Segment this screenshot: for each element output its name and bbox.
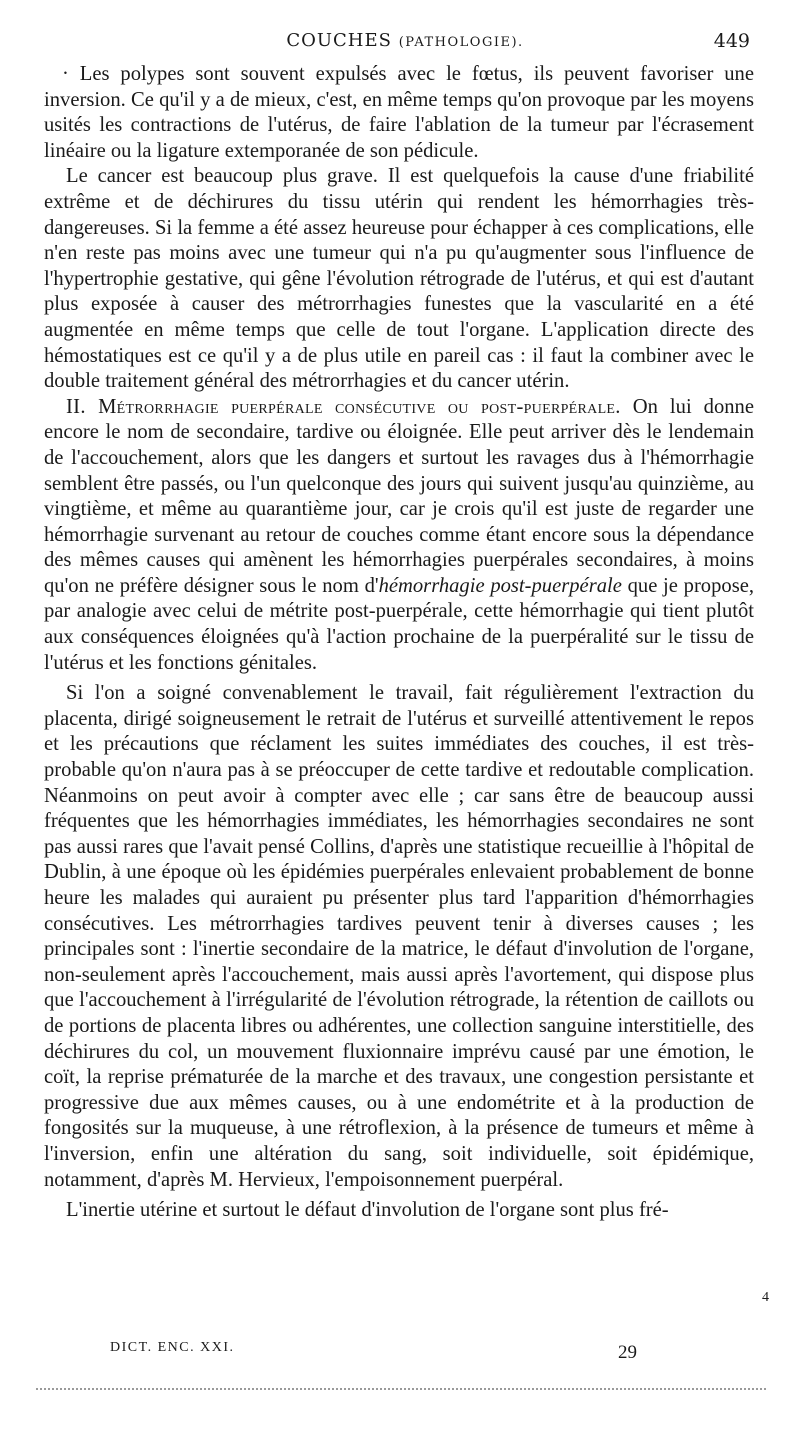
paragraph-text-part2: que je propose, par analogie avec celui de métrite post-puerpérale, cette hémorrhagie qui tient plutôt aux conséquences éloignées qu'à l'action prochaine de la puerpéralité sur le tissu de l'utérus et les fonctions génitales.: [44, 574, 754, 674]
page-footer: [110, 1340, 710, 1370]
bottom-dotted-rule: [36, 1388, 766, 1394]
body-text: [44, 62, 754, 1224]
paragraph-inertie: L'inertie utérine et surtout le défaut d'involution de l'organe sont plus fré-: [66, 1199, 669, 1222]
paragraph-metrorrhagie-consecutive: [44, 395, 754, 677]
page-number: 449: [713, 30, 750, 52]
section-heading: II. Métrorrhagie puerpérale consécutive ou post-puerpérale.: [66, 395, 621, 418]
running-title-qualifier: (PATHOLOGIE).: [398, 35, 524, 50]
running-head: [60, 30, 750, 60]
paragraph-polypes: · Les polypes sont souvent expulsés avec le fœtus, ils peuvent favoriser une inversion. Ce qu'il y a de mieux, c'est, en même temps qu'on provoque par les moyens usités les contractions de l'utérus, de faire l'ablation de la tumeur par l'écrasement linéaire ou la ligature extemporanée de son pédicule.: [44, 63, 754, 162]
paragraph-text-part1: On lui donne encore le nom de secondaire, tardive ou éloignée. Elle peut arriver dès le lendemain de l'accouchement, alors que les dangers et surtout les ravages dus à l'hémorrhagie semblent être passés, ou l'un quelconque des jours qui suivent jusqu'au quinzième, au vingtième, et même au quarantième jour, car je crois qu'il est juste de regarder une hémorrhagie survenant au retour de couches comme étant encore sous la dépendance des mêmes causes qui amènent les hémorrhagies puerpérales secondaires, à moins qu'on ne préfère désigner sous le nom d': [44, 395, 754, 597]
paragraph-causes: Si l'on a soigné convenablement le travail, fait régulièrement l'extraction du placenta, dirigé soigneusement le retrait de l'utérus et surveillé attentivement le repos et les précautions que réclament les suites immédiates des couches, il est très-probable qu'on n'aura pas à se préoccuper de cette tardive et redoutable complication. Néanmoins on peut avoir à compter avec elle ; car sans être de beaucoup aussi fréquentes que les hémorrhagies immédiates, les hémorrhagies secondaires ne sont pas aussi rares que l'avait pensé Collins, d'après une statistique recueillie à l'hôpital de Dublin, à une époque où les épidémies puerpérales enlevaient probablement de bonne heure les malades qui auraient pu présenter plus tard l'apparition d'hémorrhagies consécutives. Les métrorrhagies tardives peuvent tenir à diverses causes ; les principales sont : l'inertie secondaire de la matrice, le défaut d'involution de l'organe, non-seulement après l'accouchement, mais aussi après l'avortement, qui dispose plus que l'accouchement à l'irrégularité de l'évolution rétrograde, la rétention de caillots ou de portions de placenta libres ou adhérentes, une collection sanguine interstitielle, des déchirures du col, un mouvement fluxionnaire imprévu causé par une émotion, le coït, la reprise prématurée de la marche et des travaux, une congestion persistante et progressive due aux mêmes causes, ou à une endométrite et à la production de fongosités sur la muqueuse, à une rétroflexion, à la présence de tumeurs et même à l'inversion, enfin une altération du sang, soit individuelle, soit épidémique, notamment, d'après M. Hervieux, l'empoisonnement puerpéral.: [44, 682, 754, 1191]
paragraph-cancer: Le cancer est beaucoup plus grave. Il est quelquefois la cause d'une friabilité extrême et de déchirures du tissu utérin qui rendent les hémorrhagies très-dangereuses. Si la femme a été assez heureuse pour échapper à ces complications, elle n'en reste pas moins avec une tumeur qui n'a pu qu'augmenter sous l'influence de l'hypertrophie gestative, qui gêne l'évolution rétrograde de l'utérus, et qui est d'autant plus exposée à causer des métrorrhagies funestes que la vascularité en a été augmentée en même temps que celle de tout l'organe. L'application directe des hémostatiques est ce qu'il y a de plus utile en pareil cas : il faut la combiner avec le double traitement général des métrorrhagies et du cancer utérin.: [44, 165, 754, 393]
running-title: [60, 30, 750, 51]
signature-mark: DICT. ENC. XXI.: [110, 1340, 235, 1355]
margin-mark: 4: [762, 1290, 769, 1305]
italic-term: hémorrhagie post-puerpérale: [378, 574, 622, 597]
signature-number: 29: [618, 1342, 637, 1363]
running-title-main: COUCHES: [286, 30, 392, 51]
